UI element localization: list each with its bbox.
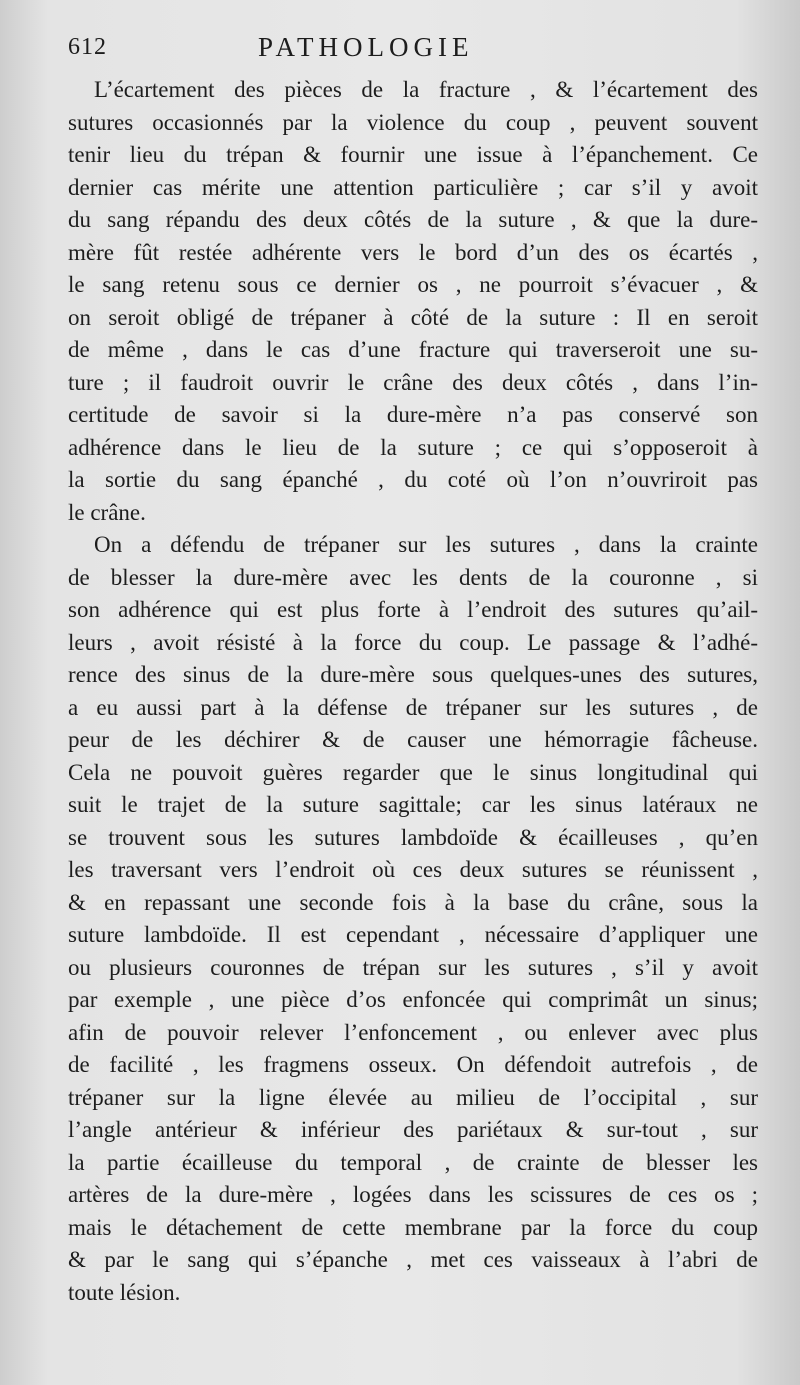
text-line: adhérence dans le lieu de la suture ; ce qui s’opposeroit à	[68, 434, 758, 460]
text-line: suture lambdoïde. Il est cependant , nécessaire d’appliquer une	[68, 922, 758, 947]
paragraph-1	[68, 74, 758, 529]
text-line: sutures occasionnés par la violence du coup , peuvent souvent	[68, 109, 758, 135]
text-line: toute lésion.	[68, 1279, 181, 1305]
text-line: son adhérence qui est plus forte à l’endroit des sutures qu’ail-	[68, 597, 758, 622]
text-line: On a défendu de trépaner sur les sutures , dans la crainte	[94, 532, 758, 557]
text-line: mais le détachement de cette membrane par la force du coup	[68, 1214, 758, 1240]
text-line: dernier cas mérite une attention particulière ; car s’il y avoit	[68, 174, 758, 200]
text-line: la sortie du sang épanché , du coté où l’on n’ouvriroit pas	[68, 467, 758, 492]
page-number: 612	[68, 34, 107, 60]
text-line: L’écartement des pièces de la fracture , & l’écartement des	[94, 77, 758, 102]
text-line: le sang retenu sous ce dernier os , ne pourroit s’évacuer , &	[68, 272, 758, 297]
text-line: par exemple , une pièce d’os enfoncée qui comprimât un sinus;	[68, 987, 758, 1012]
text-line: afin de pouvoir relever l’enfoncement , ou enlever avec plus	[68, 1019, 758, 1045]
paragraph-2	[68, 529, 758, 1309]
text-line: suit le trajet de la suture sagittale; car les sinus latéraux ne	[68, 792, 758, 817]
running-title: PATHOLOGIE	[258, 32, 474, 62]
page-header	[68, 32, 758, 68]
text-line: peur de les déchirer & de causer une hémorragie fâcheuse.	[68, 727, 758, 752]
text-line: artères de la dure-mère , logées dans les scissures de ces os ;	[68, 1182, 758, 1207]
text-line: trépaner sur la ligne élevée au milieu de l’occipital , sur	[68, 1084, 758, 1110]
text-line: l’angle antérieur & inférieur des pariétaux & sur-tout , sur	[68, 1117, 758, 1142]
text-line: & en repassant une seconde fois à la base du crâne, sous la	[68, 889, 758, 915]
text-line: Cela ne pouvoit guères regarder que le sinus longitudinal qui	[68, 759, 758, 785]
text-line: ou plusieurs couronnes de trépan sur les sutures , s’il y avoit	[68, 954, 758, 980]
text-line: de blesser la dure-mère avec les dents de la couronne , si	[68, 564, 758, 590]
text-line: mère fût restée adhérente vers le bord d’un des os écartés ,	[68, 239, 758, 265]
text-line: on seroit obligé de trépaner à côté de la suture : Il en seroit	[68, 304, 758, 330]
text-line: de facilité , les fragmens osseux. On défendoit autrefois , de	[68, 1052, 758, 1077]
text-line: certitude de savoir si la dure-mère n’a pas conservé son	[68, 402, 758, 427]
text-line: tenir lieu du trépan & fournir une issue à l’épanchement. Ce	[68, 142, 758, 167]
body-text	[68, 74, 758, 1309]
text-line: a eu aussi part à la défense de trépaner sur les sutures , de	[68, 694, 758, 720]
text-line: se trouvent sous les sutures lambdoïde & écailleuses , qu’en	[68, 824, 758, 850]
text-line: & par le sang qui s’épanche , met ces vaisseaux à l’abri de	[68, 1247, 758, 1272]
text-line: du sang répandu des deux côtés de la suture , & que la dure-	[68, 207, 758, 232]
text-line: le crâne.	[68, 499, 146, 525]
text-line: les traversant vers l’endroit où ces deux sutures se réunissent ,	[68, 857, 758, 882]
text-line: la partie écailleuse du temporal , de crainte de blesser les	[68, 1149, 758, 1175]
text-line: de même , dans le cas d’une fracture qui traverseroit une su-	[68, 337, 758, 362]
text-line: ture ; il faudroit ouvrir le crâne des deux côtés , dans l’in-	[68, 369, 758, 395]
text-line: rence des sinus de la dure-mère sous quelques-unes des sutures,	[68, 662, 758, 687]
text-line: leurs , avoit résisté à la force du coup. Le passage & l’adhé-	[68, 629, 758, 655]
